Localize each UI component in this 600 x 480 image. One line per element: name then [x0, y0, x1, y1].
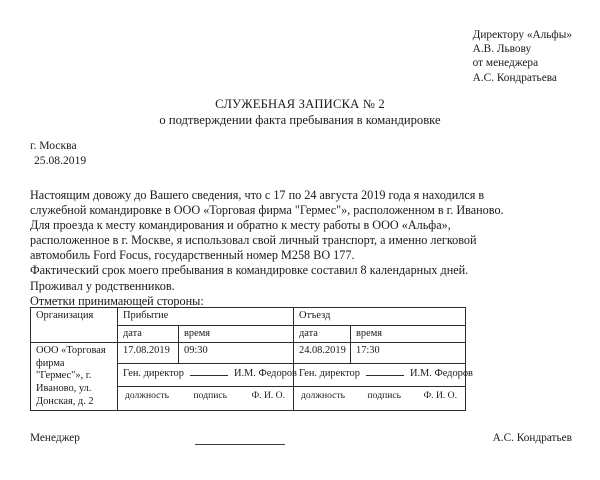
departure-sign-name: И.М. Федоров — [409, 367, 473, 379]
cell-departure-captions — [294, 387, 466, 411]
addressee-line-1: Директору «Альфы» — [472, 29, 572, 41]
cell-departure-signature — [294, 363, 473, 387]
place-date-block — [30, 138, 86, 168]
table-header-row — [31, 308, 466, 326]
document-title: СЛУЖЕБНАЯ ЗАПИСКА № 2 — [215, 97, 385, 111]
arrival-caption-signature: подпись — [193, 390, 227, 402]
subheader-departure-time: время — [351, 325, 466, 343]
arrival-signature-rule — [190, 367, 228, 376]
table-row — [31, 343, 466, 363]
body-line-7: Проживал у родственников. — [30, 278, 175, 293]
title-block — [0, 96, 600, 128]
city-label: г. Москва — [30, 139, 77, 152]
footer-role: Менеджер — [30, 432, 80, 444]
arrival-caption-fio: Ф. И. О. — [251, 390, 285, 402]
subheader-arrival-time: время — [179, 325, 294, 343]
addressee-line-2: А.В. Львову — [472, 43, 532, 56]
departure-caption-signature: подпись — [367, 390, 401, 402]
arrival-caption-position: должность — [125, 390, 169, 402]
departure-signature-rule — [366, 367, 404, 376]
departure-sign-role: Ген. директор — [299, 367, 360, 379]
body-line-8: Отметки принимающей стороны: — [30, 293, 204, 308]
cell-organization: ООО «Торговая фирма "Гермес"», г. Иваново, ул. Донская, д. 2 — [31, 343, 118, 411]
addressee-block — [473, 28, 572, 85]
body-line-3: Для проезда к месту командирования и обратно к месту работы в ООО «Альфа», — [30, 218, 451, 233]
departure-caption-fio: Ф. И. О. — [423, 390, 457, 402]
header-arrival: Прибытие — [118, 308, 294, 326]
cell-departure-time: 17:30 — [351, 343, 466, 363]
addressee-line-3: от менеджера — [472, 57, 539, 70]
header-departure: Отъезд — [294, 308, 466, 326]
body-line-5: автомобиль Ford Focus, государственный номер М258 ВО 177. — [30, 248, 355, 263]
body-line-6: Фактический срок моего пребывания в командировке составил 8 календарных дней. — [30, 263, 469, 278]
subheader-arrival-date: дата — [118, 325, 179, 343]
cell-arrival-captions — [118, 387, 294, 411]
cell-arrival-time: 09:30 — [179, 343, 294, 363]
arrival-sign-name: И.М. Федоров — [233, 367, 297, 379]
body-line-4: расположенное в г. Москве, я использовал свой личный транспорт, а именно легковой — [30, 233, 477, 248]
departure-caption-position: должность — [301, 390, 345, 402]
footer-signature-rule — [195, 444, 285, 445]
body-text — [30, 188, 575, 309]
footer-signature-block — [30, 432, 572, 452]
document-subtitle: о подтверждении факта пребывания в командировке — [159, 113, 441, 127]
subheader-departure-date: дата — [294, 325, 351, 343]
cell-departure-date: 24.08.2019 — [294, 343, 351, 363]
footer-name: А.С. Кондратьев — [492, 432, 572, 444]
cell-arrival-signature — [118, 363, 297, 387]
host-party-marks-table — [30, 307, 473, 411]
document-date: 25.08.2019 — [34, 154, 87, 167]
body-line-2: служебной командировке в ООО «Торговая фирма "Гермес"», расположенном в г. Иваново. — [30, 203, 504, 218]
addressee-line-4: А.С. Кондратьева — [472, 71, 557, 84]
body-line-1: Настоящим довожу до Вашего сведения, что с 17 по 24 августа 2019 года я находился в — [30, 188, 485, 202]
cell-arrival-date: 17.08.2019 — [118, 343, 179, 363]
arrival-sign-role: Ген. директор — [123, 367, 184, 379]
header-organization: Организация — [31, 308, 118, 343]
